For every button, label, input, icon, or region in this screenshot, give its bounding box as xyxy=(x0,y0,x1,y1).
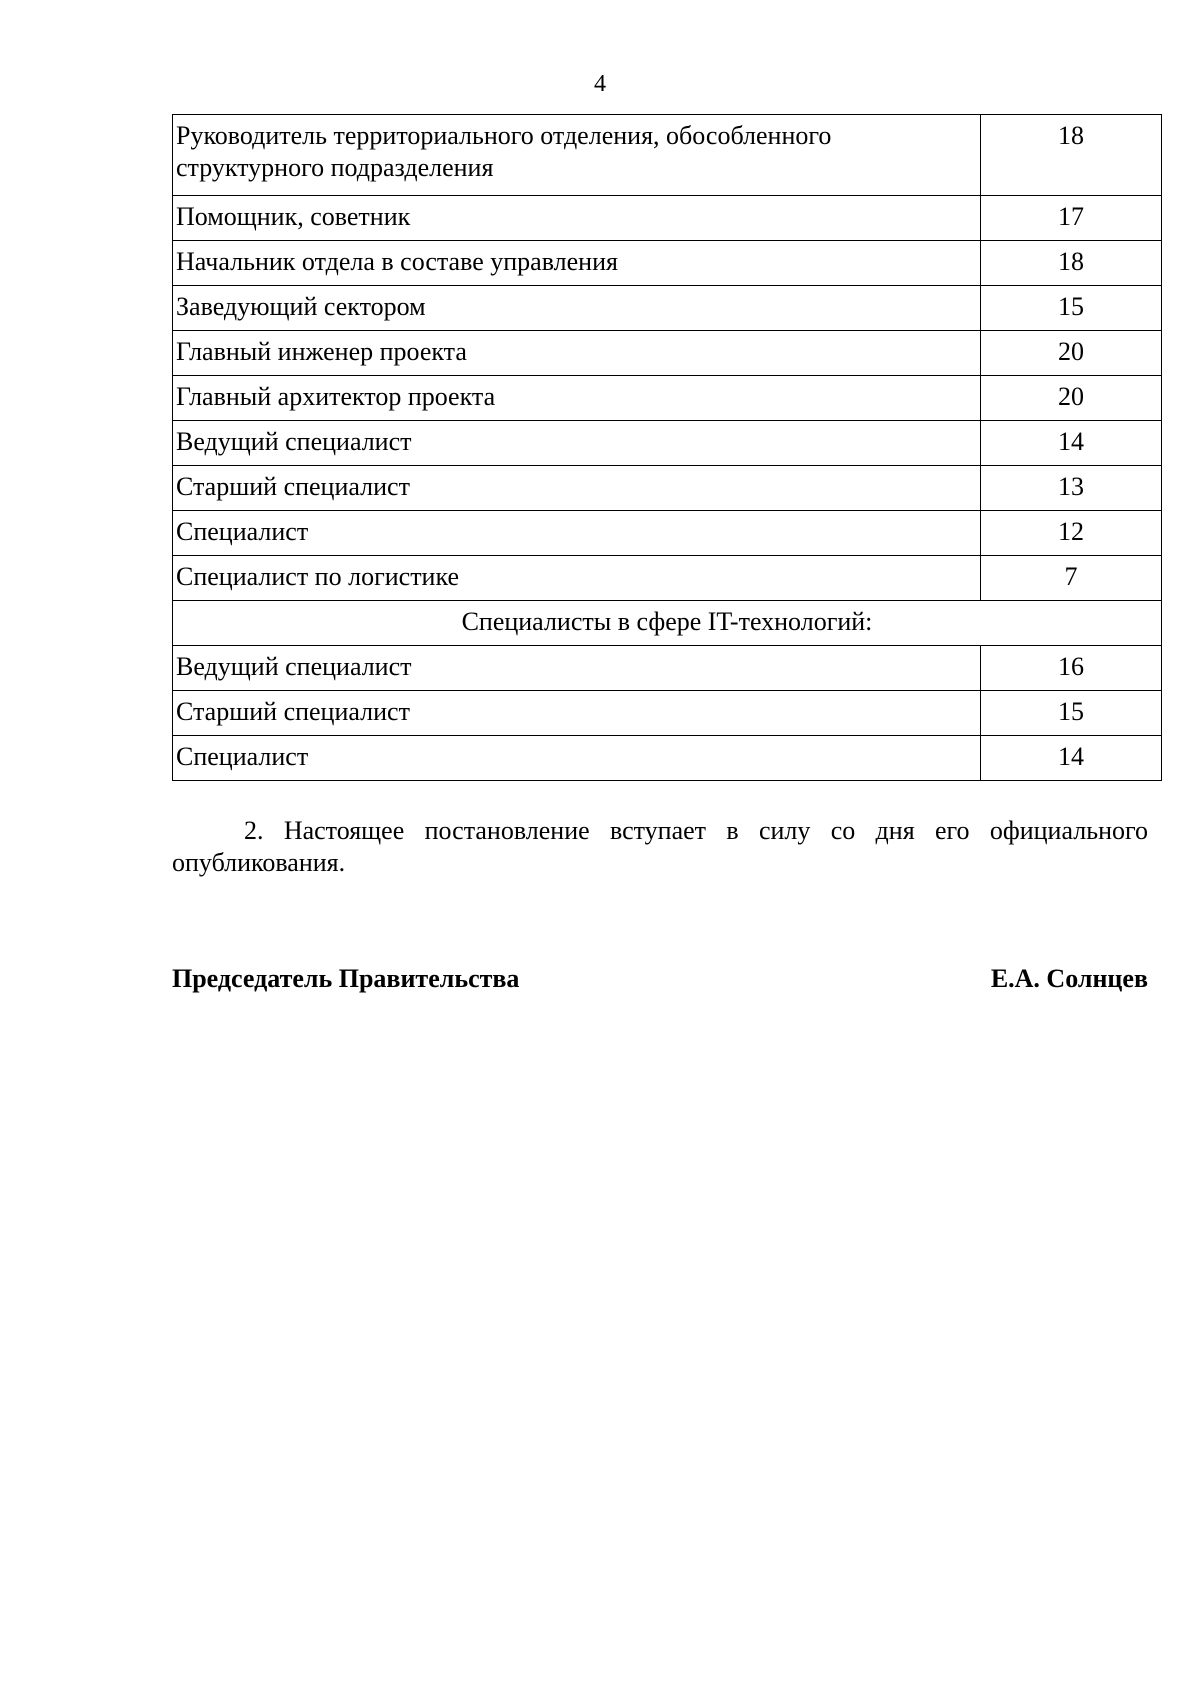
position-name: Ведущий специалист xyxy=(173,421,981,466)
position-value: 15 xyxy=(981,691,1162,736)
position-value: 18 xyxy=(981,115,1162,196)
position-name: Старший специалист xyxy=(173,691,981,736)
position-value: 14 xyxy=(981,421,1162,466)
table-row xyxy=(173,115,1162,196)
position-value: 15 xyxy=(981,286,1162,331)
position-name: Заведующий сектором xyxy=(173,286,981,331)
position-name: Специалист по логистике xyxy=(173,556,981,601)
table-group-row xyxy=(173,601,1162,646)
table-row xyxy=(173,196,1162,241)
table-row xyxy=(173,421,1162,466)
position-value: 16 xyxy=(981,646,1162,691)
position-value: 20 xyxy=(981,331,1162,376)
table-row xyxy=(173,511,1162,556)
position-name: Специалист xyxy=(173,736,981,781)
table-row xyxy=(173,376,1162,421)
position-name: Старший специалист xyxy=(173,466,981,511)
signature-block xyxy=(172,963,1148,995)
position-name: Руководитель территориального отделения, обособленного структурного подразделения xyxy=(173,115,981,196)
signatory-position: Председатель Правительства xyxy=(172,964,520,993)
position-value: 14 xyxy=(981,736,1162,781)
group-heading: Специалисты в сфере IT-технологий: xyxy=(173,601,1162,646)
position-value: 20 xyxy=(981,376,1162,421)
signatory-name: Е.А. Солнцев xyxy=(990,964,1148,993)
position-name: Начальник отдела в составе управления xyxy=(173,241,981,286)
effective-date-paragraph: 2. Настоящее постановление вступает в силу со дня его официального опубликования. xyxy=(172,816,1148,877)
table-row xyxy=(173,736,1162,781)
position-name: Главный архитектор проекта xyxy=(173,376,981,421)
table-row xyxy=(173,691,1162,736)
table-row xyxy=(173,286,1162,331)
page-number: 4 xyxy=(594,71,606,97)
table-row xyxy=(173,331,1162,376)
position-name: Главный инженер проекта xyxy=(173,331,981,376)
table-row xyxy=(173,241,1162,286)
position-value: 7 xyxy=(981,556,1162,601)
table-row xyxy=(173,466,1162,511)
position-value: 12 xyxy=(981,511,1162,556)
position-value: 13 xyxy=(981,466,1162,511)
table-row xyxy=(173,556,1162,601)
position-value: 17 xyxy=(981,196,1162,241)
table-row xyxy=(173,646,1162,691)
positions-table xyxy=(172,114,1162,781)
position-name: Специалист xyxy=(173,511,981,556)
position-name: Ведущий специалист xyxy=(173,646,981,691)
position-name: Помощник, советник xyxy=(173,196,981,241)
position-value: 18 xyxy=(981,241,1162,286)
